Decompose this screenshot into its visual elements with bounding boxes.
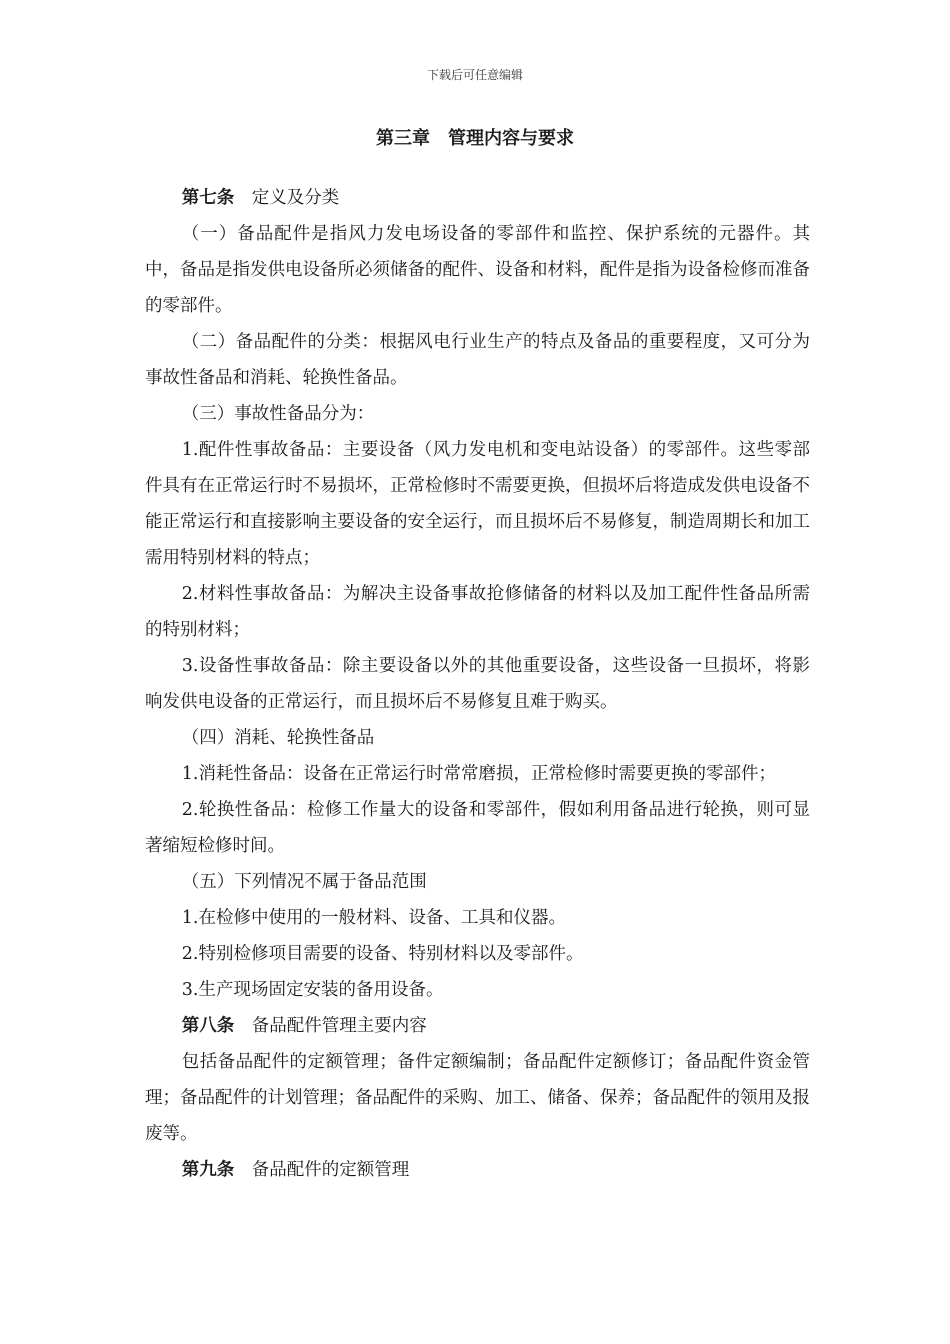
paragraph-6: 3.设备性事故备品：除主要设备以外的其他重要设备，这些设备一旦损坏，将影响发供电设备的正常运行，而且损坏后不易修复且难于购买。 — [145, 656, 810, 712]
article-7-title: 定义及分类 — [251, 188, 340, 208]
paragraph-1: （一）备品配件是指风力发电场设备的零部件和监控、保护系统的元器件。其中，备品是指发供电设备所必须储备的配件、设备和材料，配件是指为设备检修而准备的零部件。 — [145, 224, 810, 316]
header-note: 下载后可任意编辑 — [426, 68, 523, 82]
paragraph-7: （四）消耗、轮换性备品 — [181, 728, 375, 748]
paragraph-3: （三）事故性备品分为： — [181, 404, 375, 424]
paragraph-8: 1.消耗性备品：设备在正常运行时常常磨损，正常检修时需要更换的零部件； — [181, 764, 776, 784]
article-9-heading — [145, 1152, 810, 1188]
document-body — [145, 180, 810, 1188]
paragraph-9: 2.轮换性备品：检修工作量大的设备和零部件，假如利用备品进行轮换，则可显著缩短检修时间。 — [145, 800, 810, 856]
paragraph-12: 2.特别检修项目需要的设备、特别材料以及零部件。 — [181, 944, 584, 964]
paragraph-13: 3.生产现场固定安装的备用设备。 — [181, 980, 444, 1000]
article-8-number: 第八条 — [181, 1016, 235, 1036]
article-9-title: 备品配件的定额管理 — [251, 1160, 410, 1180]
paragraph-10: （五）下列情况不属于备品范围 — [181, 872, 427, 892]
paragraph-14: 包括备品配件的定额管理；备件定额编制；备品配件定额修订；备品配件资金管理；备品配件的计划管理；备品配件的采购、加工、储备、保养；备品配件的领用及报废等。 — [145, 1052, 810, 1144]
article-9-number: 第九条 — [181, 1160, 235, 1180]
article-8-heading — [145, 1008, 810, 1044]
article-7-number: 第七条 — [181, 188, 235, 208]
article-8-title: 备品配件管理主要内容 — [251, 1016, 427, 1036]
paragraph-4: 1.配件性事故备品：主要设备（风力发电机和变电站设备）的零部件。这些零部件具有在正常运行时不易损坏，正常检修时不需要更换，但损坏后将造成发供电设备不能正常运行和直接影响主要设备的安全运行，而且损坏后不易修复，制造周期长和加工需用特别材料的特点； — [145, 440, 810, 568]
article-7-heading — [145, 180, 810, 216]
paragraph-5: 2.材料性事故备品：为解决主设备事故抢修储备的材料以及加工配件性备品所需的特别材料； — [145, 584, 810, 640]
paragraph-2: （二）备品配件的分类：根据风电行业生产的特点及备品的重要程度，又可分为事故性备品和消耗、轮换性备品。 — [145, 332, 810, 388]
chapter-title: 第三章 管理内容与要求 — [376, 128, 574, 149]
paragraph-11: 1.在检修中使用的一般材料、设备、工具和仪器。 — [181, 908, 566, 928]
